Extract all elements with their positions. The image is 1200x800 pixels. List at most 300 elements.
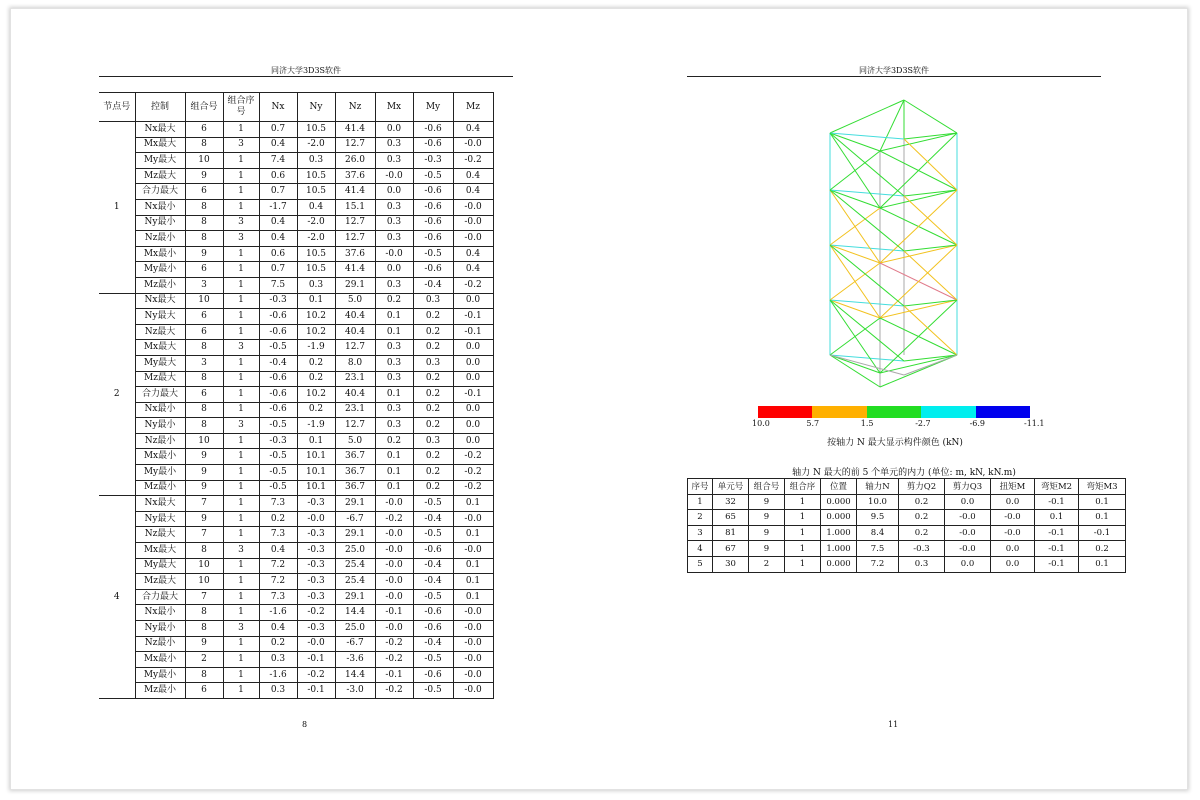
- column-header: 弯矩M3: [1079, 479, 1126, 495]
- table-cell: 0.1: [375, 465, 413, 481]
- table-cell: -0.6: [413, 231, 453, 247]
- table-cell: 7.2: [259, 574, 297, 590]
- table-cell: -3.0: [335, 683, 375, 699]
- table-cell: -0.2: [297, 667, 335, 683]
- table-cell: -0.1: [1035, 494, 1079, 510]
- table-cell: 1: [223, 371, 259, 387]
- table-cell: -0.1: [297, 652, 335, 668]
- table-cell: 0.3: [297, 153, 335, 169]
- table-cell: 1: [223, 465, 259, 481]
- table-cell: 1: [223, 277, 259, 293]
- table-cell: 8: [185, 402, 223, 418]
- truss-member: [830, 133, 904, 196]
- table-cell: 65: [713, 510, 749, 526]
- table-cell: 0.7: [259, 122, 297, 138]
- table-cell: -0.5: [413, 652, 453, 668]
- table-cell: 0.0: [453, 433, 493, 449]
- table-cell: -0.6: [413, 122, 453, 138]
- left-page-number: 8: [302, 720, 308, 729]
- table-row: [99, 527, 493, 543]
- table-cell: 3: [223, 621, 259, 637]
- table-cell: 37.6: [335, 168, 375, 184]
- table-cell: 5: [688, 556, 713, 572]
- table-cell: 7: [185, 527, 223, 543]
- table-row: [99, 605, 493, 621]
- table-cell: -1.6: [259, 667, 297, 683]
- table-row: [99, 324, 493, 340]
- table-cell: 6: [185, 184, 223, 200]
- table-cell: Nz最小: [135, 636, 185, 652]
- table-cell: 25.0: [335, 543, 375, 559]
- table-cell: My最大: [135, 355, 185, 371]
- right-header-rule: [687, 76, 1101, 77]
- table-cell: 0.0: [453, 418, 493, 434]
- column-header: 扭矩M: [991, 479, 1035, 495]
- table-cell: 0.2: [413, 309, 453, 325]
- table-cell: 8: [185, 340, 223, 356]
- table-row: [99, 465, 493, 481]
- table-cell: -0.1: [453, 324, 493, 340]
- table-cell: Mx最小: [135, 652, 185, 668]
- table-cell: 0.2: [899, 494, 945, 510]
- table-cell: 7.2: [259, 558, 297, 574]
- table-cell: 0.4: [453, 262, 493, 278]
- column-header: Nx: [259, 93, 297, 122]
- table-cell: 6: [185, 387, 223, 403]
- table-cell: 0.4: [259, 621, 297, 637]
- table-cell: 8: [185, 199, 223, 215]
- table-cell: 1: [223, 262, 259, 278]
- legend-color-bar: [758, 406, 1030, 418]
- table-cell: 6: [185, 309, 223, 325]
- table-cell: 2: [749, 556, 785, 572]
- table-cell: 4: [688, 541, 713, 557]
- truss-member: [880, 355, 957, 373]
- legend-tick-label: 5.7: [806, 419, 820, 428]
- table-cell: -0.6: [413, 543, 453, 559]
- table-cell: Mz最大: [135, 574, 185, 590]
- table-cell: 3: [185, 355, 223, 371]
- table-cell: 8: [185, 137, 223, 153]
- table-cell: 1.000: [821, 541, 857, 557]
- table-cell: 0.1: [375, 480, 413, 496]
- table-header-row: [688, 479, 1126, 495]
- legend-swatch: [976, 406, 1030, 418]
- legend-swatch: [921, 406, 975, 418]
- table-cell: 10.5: [297, 184, 335, 200]
- table-cell: -0.0: [453, 605, 493, 621]
- table-row: [99, 277, 493, 293]
- table-row: [99, 246, 493, 262]
- table-cell: 0.1: [1079, 510, 1126, 526]
- table-cell: 0.0: [945, 494, 991, 510]
- table-cell: Mx最大: [135, 340, 185, 356]
- table-row: [99, 309, 493, 325]
- table-row: [99, 355, 493, 371]
- table-cell: 0.6: [259, 246, 297, 262]
- table-row: [688, 556, 1126, 572]
- table-cell: 40.4: [335, 309, 375, 325]
- table-cell: 0.0: [453, 371, 493, 387]
- table-cell: 0.4: [259, 231, 297, 247]
- table-row: [99, 153, 493, 169]
- legend-tick-label: 1.5: [860, 419, 874, 428]
- table-cell: 0.3: [375, 355, 413, 371]
- table-cell: 9: [185, 465, 223, 481]
- truss-member: [904, 190, 957, 196]
- table-cell: 9: [185, 636, 223, 652]
- table-cell: 0.3: [375, 418, 413, 434]
- table-cell: 12.7: [335, 137, 375, 153]
- truss-member: [904, 100, 957, 133]
- table-cell: -0.2: [375, 511, 413, 527]
- table-cell: -0.3: [297, 558, 335, 574]
- table-cell: 10: [185, 433, 223, 449]
- table-cell: 25.4: [335, 574, 375, 590]
- column-header: Ny: [297, 93, 335, 122]
- node-number-cell: 1: [99, 122, 135, 294]
- table-cell: 36.7: [335, 449, 375, 465]
- truss-member: [830, 300, 880, 318]
- table-cell: 14.4: [335, 605, 375, 621]
- table-cell: -0.5: [259, 480, 297, 496]
- table-cell: -0.3: [259, 293, 297, 309]
- table-cell: -0.0: [991, 510, 1035, 526]
- table-cell: 0.2: [259, 636, 297, 652]
- truss-member: [880, 245, 957, 263]
- column-header: Mx: [375, 93, 413, 122]
- table-row: [99, 433, 493, 449]
- table-cell: 0.2: [899, 510, 945, 526]
- table-cell: 0.2: [297, 402, 335, 418]
- table-cell: Ny最小: [135, 215, 185, 231]
- table-cell: 0.3: [899, 556, 945, 572]
- table-cell: 0.3: [375, 402, 413, 418]
- table-cell: 36.7: [335, 465, 375, 481]
- table-cell: 1: [223, 605, 259, 621]
- table-cell: 8: [185, 621, 223, 637]
- table-cell: 合力最大: [135, 589, 185, 605]
- table-cell: -0.0: [375, 574, 413, 590]
- table-cell: 0.2: [413, 465, 453, 481]
- table-row: [99, 199, 493, 215]
- table-cell: 0.1: [1079, 494, 1126, 510]
- table-cell: Nz最大: [135, 527, 185, 543]
- table-cell: 9: [185, 246, 223, 262]
- table-cell: -0.3: [297, 574, 335, 590]
- table-cell: 0.2: [413, 387, 453, 403]
- table-cell: 0.2: [413, 418, 453, 434]
- table-cell: 0.2: [413, 402, 453, 418]
- table-cell: 10: [185, 153, 223, 169]
- table-cell: 1: [223, 558, 259, 574]
- table-cell: 30: [713, 556, 749, 572]
- table-cell: -0.6: [413, 667, 453, 683]
- table-cell: 1: [223, 667, 259, 683]
- truss-member: [904, 139, 957, 190]
- table-cell: 9: [749, 510, 785, 526]
- table-cell: Nz最小: [135, 231, 185, 247]
- table-cell: 1.000: [821, 525, 857, 541]
- table-cell: 0.2: [413, 340, 453, 356]
- node-number-cell: 4: [99, 496, 135, 699]
- table-cell: 15.1: [335, 199, 375, 215]
- table-cell: -0.0: [375, 246, 413, 262]
- table-cell: -0.5: [259, 418, 297, 434]
- table-cell: -0.0: [453, 231, 493, 247]
- table-cell: 0.2: [413, 371, 453, 387]
- table-cell: Ny最小: [135, 621, 185, 637]
- table-cell: 0.2: [375, 293, 413, 309]
- table-cell: 10: [185, 293, 223, 309]
- table-cell: -0.0: [375, 496, 413, 512]
- table-cell: 9: [749, 494, 785, 510]
- table-cell: 8: [185, 371, 223, 387]
- table-cell: Nx最大: [135, 122, 185, 138]
- table-cell: -0.1: [1035, 556, 1079, 572]
- table-cell: 41.4: [335, 122, 375, 138]
- truss-member: [830, 190, 904, 251]
- table-cell: 8.4: [857, 525, 899, 541]
- table-cell: 10.1: [297, 449, 335, 465]
- table-cell: -0.2: [297, 605, 335, 621]
- truss-member: [904, 300, 957, 306]
- legend-swatch: [867, 406, 921, 418]
- table-cell: 7.5: [857, 541, 899, 557]
- table-cell: -2.0: [297, 137, 335, 153]
- column-header: 节点号: [99, 93, 135, 122]
- table-cell: 0.4: [259, 215, 297, 231]
- table-cell: 1: [785, 510, 821, 526]
- table-cell: 7.2: [857, 556, 899, 572]
- table-cell: 0.1: [297, 293, 335, 309]
- table-cell: 37.6: [335, 246, 375, 262]
- table-cell: 26.0: [335, 153, 375, 169]
- table-cell: 0.0: [991, 556, 1035, 572]
- table-cell: My最大: [135, 153, 185, 169]
- table-cell: 0.6: [259, 168, 297, 184]
- table-cell: 1: [688, 494, 713, 510]
- table-cell: 6: [185, 122, 223, 138]
- table-cell: 2: [688, 510, 713, 526]
- table-cell: 0.3: [375, 137, 413, 153]
- table-cell: 0.1: [453, 558, 493, 574]
- legend-tick-label: -2.7: [915, 419, 931, 428]
- table-cell: -0.6: [413, 215, 453, 231]
- table-cell: 12.7: [335, 340, 375, 356]
- table-cell: -0.0: [453, 215, 493, 231]
- table-cell: -0.3: [413, 153, 453, 169]
- table-cell: 0.3: [375, 199, 413, 215]
- table-cell: -0.3: [899, 541, 945, 557]
- table-cell: 7: [185, 589, 223, 605]
- table-cell: -1.9: [297, 340, 335, 356]
- table-cell: 0.7: [259, 184, 297, 200]
- table-cell: 9: [185, 449, 223, 465]
- table-cell: -0.0: [945, 525, 991, 541]
- table-cell: 0.2: [259, 511, 297, 527]
- table-row: [99, 387, 493, 403]
- table-cell: 7.3: [259, 589, 297, 605]
- table-row: [688, 541, 1126, 557]
- table-cell: 29.1: [335, 496, 375, 512]
- table-cell: 7.5: [259, 277, 297, 293]
- table-cell: 1: [223, 433, 259, 449]
- truss-member: [880, 300, 957, 318]
- table-cell: 0.3: [259, 683, 297, 699]
- table-cell: -0.5: [259, 449, 297, 465]
- column-header: My: [413, 93, 453, 122]
- table-cell: -0.2: [453, 449, 493, 465]
- table-cell: -2.0: [297, 215, 335, 231]
- table-cell: 0.2: [297, 371, 335, 387]
- table-cell: 0.1: [297, 433, 335, 449]
- table-cell: 0.0: [453, 293, 493, 309]
- table-cell: 8.0: [335, 355, 375, 371]
- table-cell: 0.2: [899, 525, 945, 541]
- table-cell: 0.3: [375, 277, 413, 293]
- table-cell: -0.0: [453, 667, 493, 683]
- table-cell: 7: [185, 496, 223, 512]
- truss-member: [880, 300, 957, 373]
- table-cell: 0.3: [375, 340, 413, 356]
- table-cell: Nz最小: [135, 433, 185, 449]
- table-cell: Nx最大: [135, 293, 185, 309]
- table-cell: -0.4: [259, 355, 297, 371]
- table-cell: 3: [223, 215, 259, 231]
- table-row: [99, 574, 493, 590]
- truss-model-figure: [820, 95, 965, 395]
- table-cell: 0.2: [413, 324, 453, 340]
- table-cell: Mx最大: [135, 543, 185, 559]
- table-cell: 0.3: [375, 215, 413, 231]
- table-cell: 23.1: [335, 402, 375, 418]
- table-cell: 3: [223, 543, 259, 559]
- table-cell: 0.2: [1079, 541, 1126, 557]
- table-cell: 10: [185, 558, 223, 574]
- table-cell: My最小: [135, 465, 185, 481]
- table-cell: -0.1: [453, 387, 493, 403]
- table-cell: 0.1: [453, 589, 493, 605]
- table-cell: 0.1: [1035, 510, 1079, 526]
- table-cell: 67: [713, 541, 749, 557]
- table-cell: Mx最小: [135, 449, 185, 465]
- table-cell: -0.6: [259, 387, 297, 403]
- truss-member: [880, 245, 957, 318]
- table-cell: 9: [749, 541, 785, 557]
- table-cell: 0.3: [375, 231, 413, 247]
- truss-member: [880, 190, 957, 263]
- table-cell: 0.0: [375, 122, 413, 138]
- table-cell: 36.7: [335, 480, 375, 496]
- table-cell: -0.5: [413, 527, 453, 543]
- table-cell: 41.4: [335, 262, 375, 278]
- table-cell: 1: [223, 122, 259, 138]
- truss-member: [830, 245, 904, 306]
- table-row: [99, 340, 493, 356]
- table-cell: 10.1: [297, 480, 335, 496]
- table-cell: 6: [185, 324, 223, 340]
- table-cell: 6: [185, 683, 223, 699]
- table-cell: 8: [185, 543, 223, 559]
- table-cell: 25.4: [335, 558, 375, 574]
- table-row: [688, 494, 1126, 510]
- table-cell: 0.1: [453, 574, 493, 590]
- table-cell: 1: [223, 309, 259, 325]
- table-cell: 5.0: [335, 293, 375, 309]
- legend-tick-label: -6.9: [969, 419, 986, 428]
- table-cell: Mz最小: [135, 480, 185, 496]
- table-cell: 3: [223, 340, 259, 356]
- table-cell: 10.2: [297, 324, 335, 340]
- table-cell: 10.5: [297, 168, 335, 184]
- table-cell: 合力最大: [135, 387, 185, 403]
- table-cell: -0.6: [413, 199, 453, 215]
- table-cell: 10: [185, 574, 223, 590]
- table-row: [99, 496, 493, 512]
- table-row: [99, 122, 493, 138]
- table-cell: 0.1: [375, 324, 413, 340]
- table-cell: 8: [185, 231, 223, 247]
- table-cell: Mz最小: [135, 683, 185, 699]
- table-cell: 8: [185, 605, 223, 621]
- table-cell: Nz最大: [135, 324, 185, 340]
- truss-member: [904, 245, 957, 251]
- table-row: [688, 510, 1126, 526]
- table-row: [99, 636, 493, 652]
- table-row: [99, 558, 493, 574]
- table-cell: Nx最小: [135, 402, 185, 418]
- table-cell: 7.3: [259, 496, 297, 512]
- table-cell: 0.4: [453, 122, 493, 138]
- table-cell: 3: [223, 418, 259, 434]
- table-cell: -0.1: [1035, 525, 1079, 541]
- truss-member: [830, 100, 904, 133]
- column-header: 轴力N: [857, 479, 899, 495]
- table-cell: 1: [223, 574, 259, 590]
- table-cell: -0.0: [453, 683, 493, 699]
- table-cell: 0.3: [375, 153, 413, 169]
- table-cell: My最小: [135, 667, 185, 683]
- table-cell: -0.4: [413, 558, 453, 574]
- table-cell: 1: [785, 541, 821, 557]
- table-cell: -0.2: [453, 480, 493, 496]
- truss-member: [830, 355, 880, 387]
- table-cell: My最小: [135, 262, 185, 278]
- table-cell: 0.3: [259, 652, 297, 668]
- table-row: [99, 418, 493, 434]
- table-cell: 0.3: [413, 293, 453, 309]
- table-cell: 10.5: [297, 246, 335, 262]
- table-cell: 9: [749, 525, 785, 541]
- table-cell: 3: [223, 231, 259, 247]
- table-cell: -0.0: [945, 510, 991, 526]
- table-cell: -0.5: [259, 340, 297, 356]
- table-cell: Mz最大: [135, 371, 185, 387]
- table-cell: 0.4: [453, 246, 493, 262]
- table-cell: -0.6: [259, 324, 297, 340]
- table-cell: 1: [223, 168, 259, 184]
- truss-member: [880, 100, 904, 151]
- table-row: [99, 293, 493, 309]
- table-row: [99, 168, 493, 184]
- table-cell: -0.0: [453, 621, 493, 637]
- table-cell: 1: [223, 636, 259, 652]
- table-cell: 0.4: [259, 137, 297, 153]
- table-cell: -0.5: [413, 168, 453, 184]
- table-cell: 0.0: [375, 262, 413, 278]
- column-header: 单元号: [713, 479, 749, 495]
